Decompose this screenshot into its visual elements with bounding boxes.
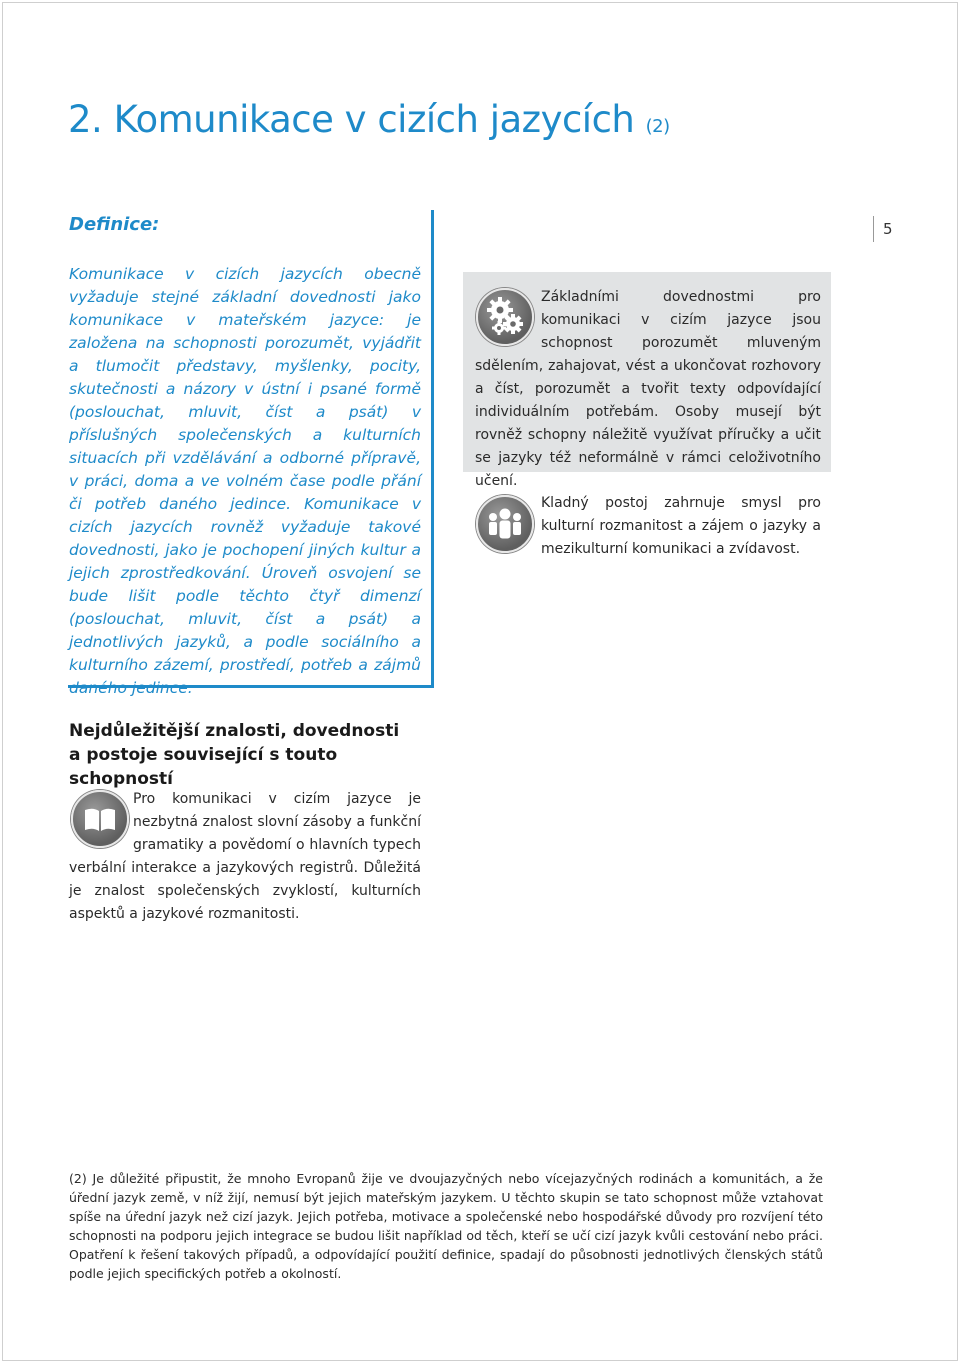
knowledge-title-line-1: Nejdůležitější znalosti, dovednosti [69, 721, 400, 741]
knowledge-icon-spacer [69, 788, 133, 857]
attitude-text: Kladný postoj zahrnuje smysl pro kulturní rozmanitost a zájem o jazyky a mezikulturní komunikaci a zvídavost. [541, 495, 821, 557]
definition-title: Definice: [69, 214, 160, 235]
knowledge-paragraph [69, 788, 421, 926]
knowledge-title-line-2: a postoje související s touto schopností [69, 745, 338, 789]
footnote-text: (2) Je důležité připustit, že mnoho Evropanů žije ve dvoujazyčných nebo vícejazyčných rodinách a komunitách, a že úřední jazyk země, v níž žijí, nemusí být jejich mateřským jazykem. U těchto skupin se tato schopnost může vztahovat spíše na úřední jazyk než cizí jazyk. Jejich potřeba, motivace a společenské nebo hospodářské důvody pro rozvíjení této schopnosti na podporu jejich integrace se budou lišit například od těch, kteří se učí cizí jazyk kvůli cestování nebo práci. Opatření k řešení takových případů, a odpovídající použití definice, spadají do působnosti jednotlivých členských států podle jejich specifických potřeb a okolností. [69, 1171, 823, 1281]
knowledge-text: Pro komunikaci v cizím jazyce je nezbytná znalost slovní zásoby a funkční gramatiky a povědomí o hlavních typech verbální interakce a jazykových registrů. Důležitá je znalost společenských zvyklostí, kulturních aspektů a jazykové rozmanitosti. [69, 791, 421, 922]
page-number-marker [873, 216, 893, 242]
heading-text: 2. Komunikace v cizích jazycích [68, 98, 635, 141]
skills-icon-spacer [475, 286, 541, 355]
heading-footnote-ref: (2) [645, 116, 670, 137]
knowledge-section-title [69, 719, 429, 791]
definition-text: Komunikace v cizích jazycích obecně vyžaduje stejné základní dovednosti jako komunikace v mateřském jazyce: je založena na schopnosti porozumět, vyjádřit a tlumočit představy, myšlenky, pocity, skutečnosti a názory v ústní i psané formě (poslouchat, mluvit, číst a psát) v příslušných společenských a kulturních situacích při vzdělávání a odborné přípravě, v práci, doma a ve volném čase podle přání či potřeb daného jedince. Komunikace v cizích jazycích rovněž vyžaduje takové dovednosti, jako je pochopení jiných kultur a jejich zprostředkování. Úroveň osvojení se bude lišit podle těchto čtyř dimenzí (poslouchat, mluvit, číst a psát) a jednotlivých jazyků, a podle sociálního a kulturního zázemí, prostředí, potřeb a zájmů daného jedince. [69, 265, 421, 697]
people-icon [476, 495, 534, 553]
skills-paragraph [475, 286, 821, 493]
page-heading [68, 98, 670, 141]
page-number: 5 [883, 220, 893, 238]
skills-text: Základními dovednostmi pro komunikaci v cizím jazyce jsou schopnost porozumět mluveným sdělením, zahajovat, vést a ukončovat rozhovory a číst, porozumět a tvořit texty odpovídající individuálním potřebám. Osoby musejí být rovněž schopny náležitě využívat příručky a učit se jazyky též neformálně v rámci celoživotního učení. [475, 289, 821, 489]
